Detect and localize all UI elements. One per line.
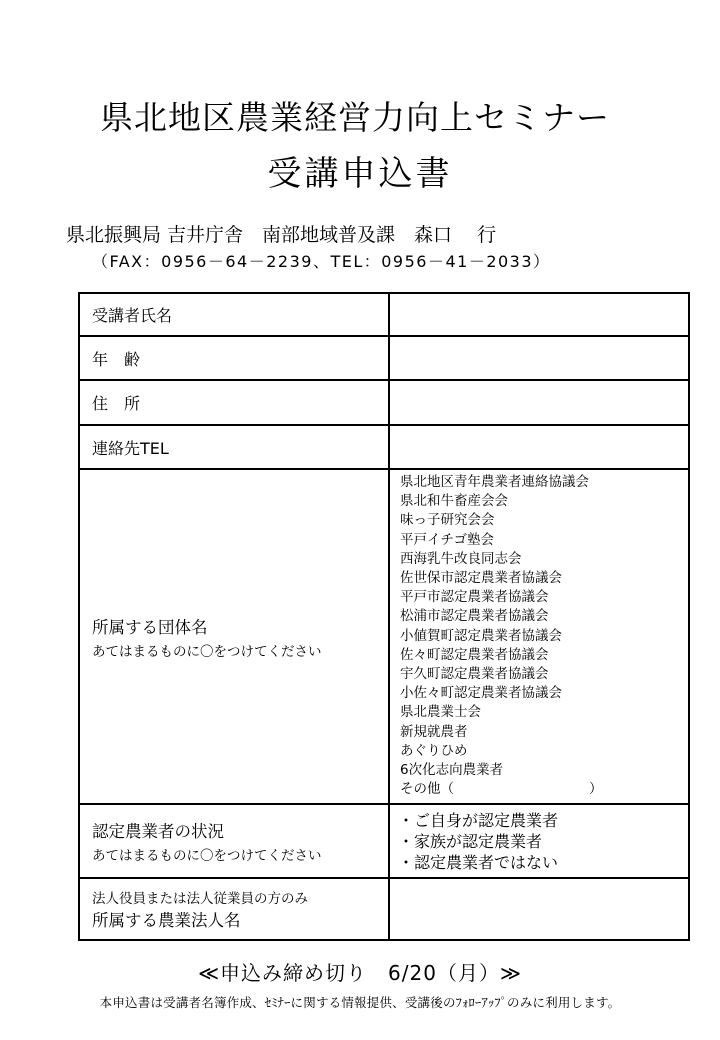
address-field[interactable] bbox=[389, 380, 689, 425]
application-form-table bbox=[78, 292, 690, 941]
organization-option[interactable]: 県北地区青年農業者連絡協議会 bbox=[400, 474, 589, 490]
form-row-address bbox=[79, 380, 689, 425]
organization-option[interactable]: 佐々町認定農業者協議会 bbox=[400, 646, 549, 663]
corporation-label-cell bbox=[79, 878, 389, 940]
privacy-footer: 本申込書は受講者名簿作成、ｾﾐﾅｰに関する情報提供、受講後のﾌｫﾛｰｱｯﾌﾟのみに利用します。 bbox=[99, 995, 621, 1010]
organization-label-cell bbox=[79, 469, 389, 804]
organization-option-other[interactable]: その他（ ） bbox=[400, 781, 603, 798]
organization-option[interactable]: 小値賀町認定農業者協議会 bbox=[400, 627, 562, 644]
organization-option[interactable]: 新規就農者 bbox=[400, 723, 468, 740]
status-label: 認定農業者の状況 bbox=[92, 822, 224, 842]
status-option[interactable]: ・認定農業者ではない bbox=[398, 852, 559, 872]
status-option[interactable]: ・家族が認定農業者 bbox=[398, 831, 543, 851]
page-subtitle: 受講申込書 bbox=[267, 154, 453, 194]
organization-option[interactable]: 味っ子研究会会 bbox=[400, 512, 495, 529]
age-label: 年 齢 bbox=[79, 336, 389, 380]
page-title: 県北地区農業経営力向上セミナー bbox=[100, 98, 610, 137]
name-field[interactable] bbox=[389, 293, 689, 336]
organization-option[interactable]: あぐりひめ bbox=[400, 742, 468, 759]
corporation-note: 法人役員または法人従業員の方のみ bbox=[92, 891, 308, 908]
organization-option[interactable]: 6次化志向農業者 bbox=[400, 762, 504, 779]
organization-note: あてはまるものに〇をつけてください bbox=[92, 643, 322, 660]
form-row-name bbox=[79, 293, 689, 336]
organization-option[interactable]: 平戸市認定農業者協議会 bbox=[400, 589, 549, 606]
organization-option[interactable]: 西海乳牛改良同志会 bbox=[400, 550, 522, 567]
form-row-age bbox=[79, 336, 689, 380]
status-option[interactable]: ・ご自身が認定農業者 bbox=[398, 810, 559, 830]
status-options-cell bbox=[389, 804, 689, 878]
corporation-label: 所属する農業法人名 bbox=[92, 911, 241, 931]
status-note: あてはまるものに〇をつけてください bbox=[92, 848, 322, 865]
organization-option[interactable]: 松浦市認定農業者協議会 bbox=[400, 608, 549, 625]
address-label: 住 所 bbox=[79, 380, 389, 425]
deadline-notice: ≪申込み締め切り 6/20（月）≫ bbox=[198, 961, 522, 985]
form-row-certified-status bbox=[79, 804, 689, 878]
organization-options-list bbox=[390, 470, 688, 803]
tel-field[interactable] bbox=[389, 425, 689, 469]
organization-label: 所属する団体名 bbox=[92, 617, 208, 637]
age-field[interactable] bbox=[389, 336, 689, 380]
form-row-corporation bbox=[79, 878, 689, 940]
organization-option[interactable]: 宇久町認定農業者協議会 bbox=[400, 666, 549, 683]
name-label: 受講者氏名 bbox=[79, 293, 389, 336]
recipient-line: 県北振興局 吉井庁舎 南部地域普及課 森口 行 bbox=[66, 224, 497, 246]
tel-label: 連絡先TEL bbox=[79, 425, 389, 469]
organization-option[interactable]: 平戸イチゴ塾会 bbox=[400, 531, 494, 548]
form-row-organization bbox=[79, 469, 689, 804]
contact-line: （FAX：0956－64－2239、TEL：0956－41－2033） bbox=[92, 252, 551, 271]
status-label-cell bbox=[79, 804, 389, 878]
organization-option[interactable]: 小佐々町認定農業者協議会 bbox=[400, 685, 562, 702]
organization-option[interactable]: 県北和牛畜産会会 bbox=[400, 493, 508, 510]
corporation-field[interactable] bbox=[389, 878, 689, 940]
organization-option[interactable]: 佐世保市認定農業者協議会 bbox=[400, 570, 562, 587]
organization-options-cell bbox=[389, 469, 689, 804]
status-options-list bbox=[390, 810, 688, 873]
form-row-tel bbox=[79, 425, 689, 469]
organization-option[interactable]: 県北農業士会 bbox=[400, 704, 481, 721]
